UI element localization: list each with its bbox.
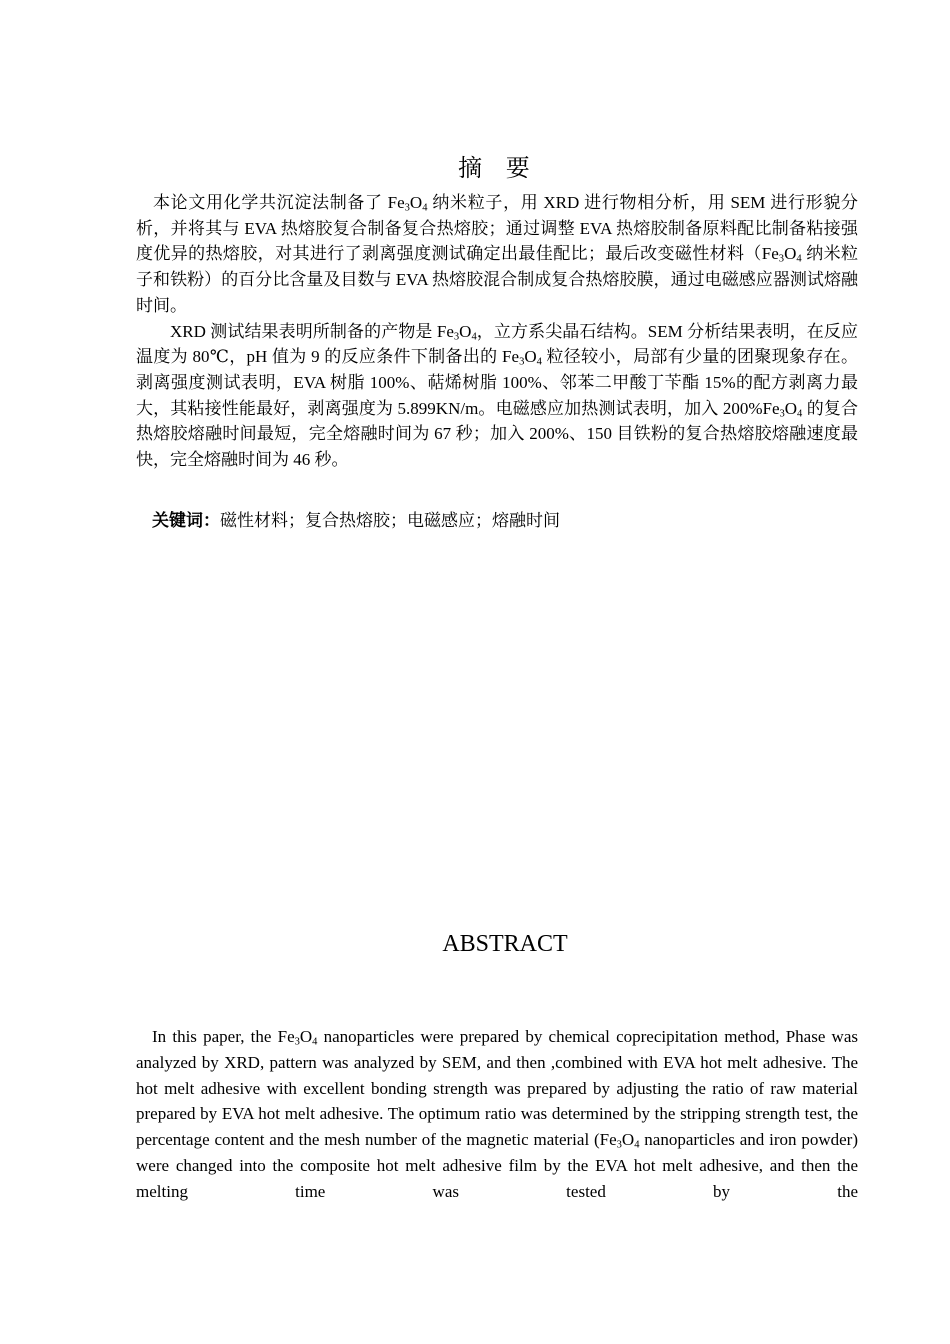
abstract-en-body	[136, 1024, 858, 1205]
abstract-cn-paragraph-2: XRD 测试结果表明所制备的产物是 $Fe_3O_4$，立方系尖晶石结构。SEM 分析结果表明，在反应温度为 80℃，pH 值为 9 的反应条件下制备出的 $Fe_3O_4$ 粒径较小，局部有少量的团聚现象存在。剥离强度测试表明，EVA 树脂 100%、萜烯树脂 100%、邻苯二甲酸丁苄酯 15%的配方剥离力最大，其粘接性能最好，剥离强度为 5.899KN/m。电磁感应加热测试表明，加入 $200\%Fe_3O_4$ 的复合热熔胶熔融时间最短，完全熔融时间为 67 秒；加入 200%、150 目铁粉的复合热熔胶熔融速度最快，完全熔融时间为 46 秒。	[136, 321, 859, 470]
abstract-cn-body	[136, 190, 858, 473]
keywords-list: 磁性材料；复合热熔胶；电磁感应；熔融时间	[220, 511, 560, 531]
abstract-cn-paragraph-1: 本论文用化学共沉淀法制备了 $Fe_3O_4$ 纳米粒子，用 XRD 进行物相分析，用 SEM 进行形貌分析，并将其与 EVA 热熔胶复合制备复合热熔胶；通过调整 EVA 热熔胶制备原料配比制备粘接强度优异的热熔胶，对其进行了剥离强度测试确定出最佳配比；最后改变磁性材料（$Fe_3O_4$ 纳米粒子和铁粉）的百分比含量及目数与 EVA 热熔胶混合制成复合热熔胶膜，通过电磁感应器测试熔融时间。	[136, 193, 859, 315]
abstract-en-paragraph-1: In this paper, the $Fe_3O_4$ nanoparticles were prepared by chemical coprecipitation method, Phase was analyzed by XRD, pattern was analyzed by SEM, and then ,combined with EVA hot melt adhesive. The hot melt adhesive with excellent bonding strength was prepared by adjusting the ratio of raw material prepared by EVA hot melt adhesive. The optimum ratio was determined by the stripping strength test, the percentage content and the mesh number of the magnetic material ($Fe_3O_4$ nanoparticles and iron powder) were changed into the composite hot melt adhesive film by the EVA hot melt adhesive, and then the melting time was tested by the	[136, 1027, 858, 1201]
abstract-en-title: ABSTRACT	[442, 931, 568, 957]
abstract-cn-title: 摘 要	[458, 154, 538, 182]
keywords-label: 关键词：	[152, 511, 220, 531]
keywords-line	[152, 506, 560, 531]
